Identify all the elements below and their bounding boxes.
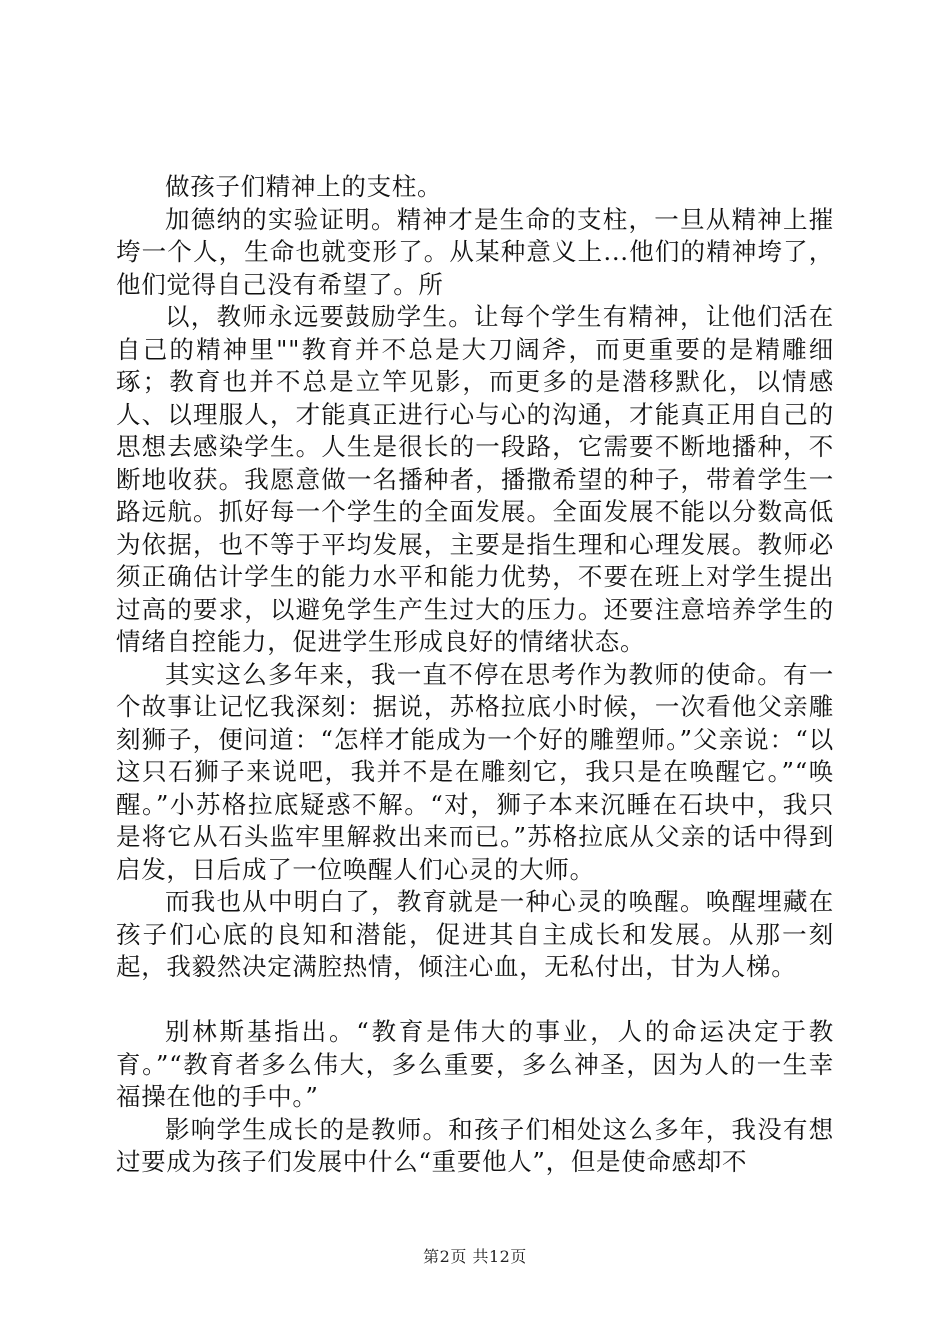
paragraph: 其实这么多年来，我一直不停在思考作为教师的使命。有一个故事让记忆我深刻：据说，苏格拉底小时候，一次看他父亲雕刻狮子，便问道：“怎样才能成为一个好的雕塑师。”父亲说：“以这只石狮子来说吧，我并不是在雕刻它，我只是在唤醒它。”“唤醒。”小苏格拉底疑惑不解。“对，狮子本来沉睡在石块中，我只是将它从石头监牢里解救出来而已。”苏格拉底从父亲的话中得到启发，日后成了一位唤醒人们心灵的大师。: [116, 659, 834, 884]
paragraph: 以，教师永远要鼓励学生。让每个学生有精神，让他们活在自己的精神里""教育并不总是大刀阔斧，而更重要的是精雕细琢；教育也并不总是立竿见影，而更多的是潜移默化，以情感人、以理服人，才能真正进行心与心的沟通，才能真正用自己的思想去感染学生。人生是很长的一段路，它需要不断地播种，不断地收获。我愿意做一名播种者，播撒希望的种子，带着学生一路远航。抓好每一个学生的全面发展。全面发展不能以分数高低为依据，也不等于平均发展，主要是指生理和心理发展。教师必须正确估计学生的能力水平和能力优势，不要在班上对学生提出过高的要求，以避免学生产生过大的压力。还要注意培养学生的情绪自控能力，促进学生形成良好的情绪状态。: [116, 302, 834, 656]
paragraph: 别林斯基指出。“教育是伟大的事业，人的命运决定于教育。”“教育者多么伟大，多么重要，多么神圣，因为人的一生幸福操在他的手中。”: [116, 1017, 834, 1111]
paragraph: 加德纳的实验证明。精神才是生命的支柱，一旦从精神上摧垮一个人，生命也就变形了。从某种意义上...他们的精神垮了，他们觉得自己没有希望了。所: [116, 204, 834, 299]
page-number-label: 第2页 共12页: [423, 1247, 527, 1266]
paragraph: 做孩子们精神上的支柱。: [165, 172, 443, 201]
document-body: [116, 171, 834, 1179]
paragraph: 影响学生成长的是教师。和孩子们相处这么多年，我没有想过要成为孩子们发展中什么“重要他人”，但是使命感却不: [116, 1114, 834, 1176]
paragraph: 而我也从中明白了，教育就是一种心灵的唤醒。唤醒埋藏在孩子们心底的良知和潜能，促进其自主成长和发展。从那一刻起，我毅然决定满腔热情，倾注心血，无私付出，甘为人梯。: [116, 887, 834, 981]
page-footer: [0, 1244, 950, 1267]
